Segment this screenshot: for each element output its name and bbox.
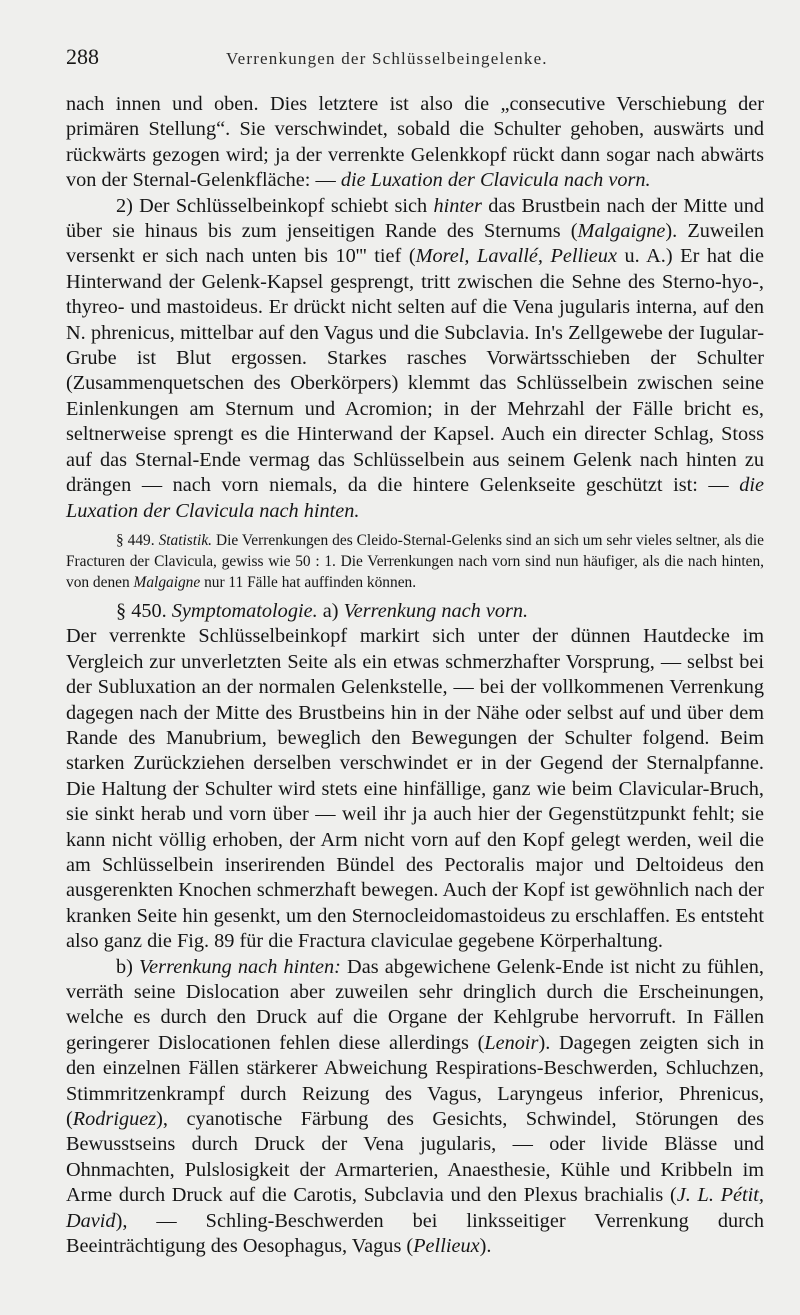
page-number: 288 [66, 44, 99, 69]
running-head: Verrenkungen der Schlüsselbeingelenke. [226, 49, 548, 68]
paragraph-449: § 449. Statistik. Die Verrenkungen des Cleido-Sternal-Gelenks sind an sich um sehr vieles seltner, als die Fracturen der Clavicula, gewiss wie 50 : 1. Die Verrenkungen nach vorn sind nun häufiger, als die nach hinten, von denen Malgaigne nur 11 Fälle hat auffinden können. [66, 531, 764, 591]
paragraph-nach-vorn: Der verrenkte Schlüsselbeinkopf markirt sich unter der dünnen Hautdecke im Vergleich zur unverletzten Seite als ein etwas schmerzhafter Vorsprung, — selbst bei der Subluxation an der normalen Gelenkstelle, — bei der vollkommenen Verrenkung dagegen nach der Mitte des Brustbeins hin in der Nähe oder selbst auf und über dem Rande des Manubrium, beweglich den Bewegungen der Schulter folgend. Beim starken Zurückziehen derselben verschwindet er in der Gegend der Sternalpfanne. Die Haltung der Schulter wird stets eine hinfällige, ganz wie beim Clavicular-Bruch, sie sinkt herab und vorn über — weil ihr ja auch hier der Gegenstützpunkt fehlt; sie kann nicht völlig erhoben, der Arm nicht vorn auf den Kopf gelegt werden, weil die am Schlüsselbein inserirenden Bündel des Pectoralis major und Deltoideus den ausgerenkten Knochen schmerzhaft bewegen. Auch der Kopf ist gewöhnlich nach der kranken Seite hin gesenkt, um den Sternocleidomastoideus zu erschlaffen. Es entsteht also ganz die Fig. 89 für die Fractura claviculae gegebene Körperhaltung. [66, 625, 764, 953]
section-450-heading: § 450. Symptomatologie. a) Verrenkung nach vorn. [116, 599, 529, 622]
statistik-section [66, 530, 764, 593]
main-text [66, 92, 764, 524]
paragraph-luxation-hinten: 2) Der Schlüsselbeinkopf schiebt sich hinter das Brustbein nach der Mitte und über sie hinaus bis zum jenseitigen Rande des Sternums (Malgaigne). Zuweilen versenkt er sich nach unten bis 10''' tief (Morel, Lavallé, Pellieux u. A.) Er hat die Hinterwand der Gelenk-Kapsel gesprengt, tritt zwischen die Sehne des Sterno-hyo-, thyreo- und mastoideus. Er drückt nicht selten auf die Vena jugularis interna, auf den N. phrenicus, mittelbar auf den Vagus und die Subclavia. In's Zellgewebe der Iugular-Grube ist Blut ergossen. Starkes rasches Vorwärtsschieben der Schulter (Zusammenquetschen des Oberkörpers) klemmt das Schlüsselbein zwischen seine Einlenkungen am Sternum und Acromion; in der Mehrzahl der Fälle bricht es, seltnerweise sprengt es die Hinterwand der Kapsel. Auch ein directer Schlag, Stoss auf das Sternal-Ende vermag das Schlüsselbein aus seinem Gelenk nach hinten zu drängen — nach vorn niemals, da die hintere Gelenkseite geschützt ist: — die Luxation der Clavicula nach hinten. [66, 194, 764, 522]
paragraph-nach-hinten: b) Verrenkung nach hinten: Das abgewichene Gelenk-Ende ist nicht zu fühlen, verräth seine Dislocation aber zuweilen sehr dringlich durch die Erscheinungen, welche es durch den Druck auf die Organe der Kehlgrube hervorruft. In Fällen geringerer Dislocationen fehlen diese allerdings (Lenoir). Dagegen zeigten sich in den einzelnen Fällen stärkerer Abweichung Respirations-Beschwerden, Schluchzen, Stimmritzenkrampf durch Reizung des Vagus, Laryngeus inferior, Phrenicus, (Rodriguez), cyanotische Färbung des Gesichts, Schwindel, Störungen des Bewusstseins durch Druck der Vena jugularis, — oder livide Blässe und Ohnmachten, Pulslosigkeit der Armarterien, Anaesthesie, Kühle und Kribbeln im Arme durch Druck auf die Carotis, Subclavia und den Plexus brachialis (J. L. Pétit, David), — Schling-Beschwerden bei linksseitiger Verrenkung durch Beeinträchtigung des Oesophagus, Vagus (Pellieux). [66, 955, 764, 1258]
symptomatologie-section [66, 599, 764, 1260]
page-header [66, 44, 764, 70]
paragraph-continued: nach innen und oben. Dies letztere ist also die „consecutive Verschiebung der primären Stellung“. Sie verschwindet, sobald die Schulter gehoben, auswärts und rückwärts gezogen wird; ja der verrenkte Gelenkkopf rückt dann sogar nach abwärts von der Sternal-Gelenkfläche: — die Luxation der Clavicula nach vorn. [66, 93, 764, 192]
